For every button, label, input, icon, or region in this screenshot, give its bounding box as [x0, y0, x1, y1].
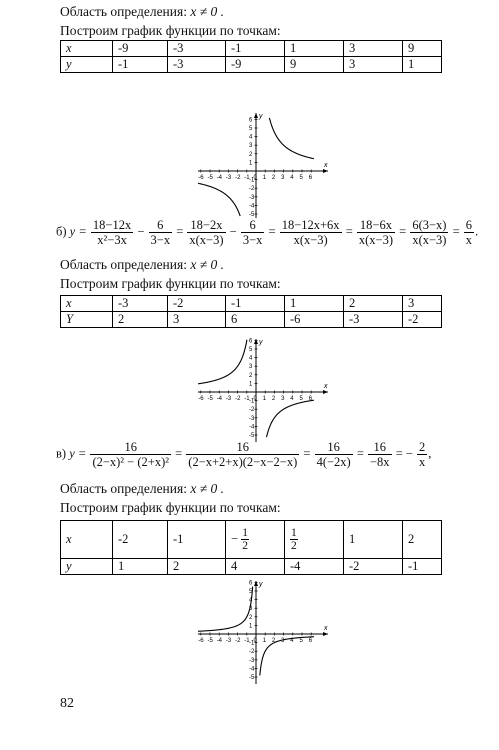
y-tick-label: 5: [249, 126, 253, 132]
x-axis-label: x: [324, 383, 328, 390]
x-tick-label: 3: [281, 396, 285, 402]
y-tick-label: 1: [249, 623, 253, 630]
item-label: б): [56, 224, 67, 239]
y-tick-label: 3: [249, 143, 253, 150]
y-tick-label: -3: [249, 657, 255, 664]
x-tick-label: 6: [308, 638, 313, 644]
y-tick-label: 3: [249, 606, 253, 613]
y-axis-label: y: [259, 339, 263, 346]
curve-left-branch: [198, 587, 253, 632]
formula-b: б) y = $\frac{18-12x}{\text{x²−3x}}$ − $\frac{6}{3-x}$ = $\frac{18-2x}{x(x-3)}$ − $\frac{6}{3-x}$ = $\frac{18-12x+6x}{x(x-3)}$ = $\frac{18-6x}{x(x-3)}$ = $\frac{6(3-x)}{x(x-3)}$ = $\frac{6}{x}$ .: [56, 218, 479, 247]
formula-v: в) y = $\frac{16}{\text{(2−x)² − (2+x)²}}$ = $\frac{16}{(2-x+2+x)(2-x-2-x)}$ = $\frac{16}{4(-2x)}$ = $\frac{16}{-8x}$ = − $\frac{2}{x}$ ,: [56, 440, 432, 469]
x-tick-label: -6: [198, 638, 204, 644]
x-axis-label: x: [324, 625, 328, 632]
y-tick-label: -4: [249, 203, 255, 210]
y-axis-label: y: [259, 113, 263, 120]
x-tick-label: 3: [281, 638, 285, 644]
y-arrow-icon: [254, 339, 258, 344]
x-tick-label: -4: [216, 638, 223, 644]
x-tick-label: -6: [198, 175, 204, 181]
table-row: y -1 -3 -9 9 3 1: [61, 57, 442, 73]
plot-label-3: Построим график функции по точкам:: [60, 500, 281, 515]
x-tick-label: -3: [225, 396, 232, 402]
y-tick-label: -2: [249, 407, 255, 414]
y-tick-label: 5: [249, 347, 253, 353]
x-tick-label: 4: [290, 638, 294, 644]
x-tick-label: 3: [281, 175, 285, 181]
y-tick-label: 2: [249, 372, 253, 379]
x-tick-label: 2: [271, 175, 276, 181]
y-tick-label: -1: [249, 398, 255, 405]
x-tick-label: 6: [308, 396, 313, 402]
curve-left-branch: [198, 183, 240, 216]
x-tick-label: -3: [225, 175, 232, 181]
x-tick-label: 2: [271, 396, 276, 402]
page-number: 82: [60, 696, 74, 711]
y-tick-label: -4: [249, 666, 255, 673]
curve-right-branch: [267, 400, 314, 437]
x-tick-label: -1: [244, 396, 250, 402]
y-tick-label: -5: [249, 212, 255, 218]
curve-right-branch: [269, 118, 314, 159]
x-tick-label: -2: [235, 638, 241, 644]
y-tick-label: 1: [249, 381, 253, 388]
y-tick-label: -3: [249, 194, 255, 201]
y-tick-label: 4: [249, 597, 253, 604]
item-label: в): [56, 446, 67, 461]
y-tick-label: -2: [249, 649, 255, 656]
x-tick-label: -5: [207, 396, 213, 402]
y-tick-label: 6: [249, 117, 253, 124]
y-arrow-icon: [254, 113, 258, 118]
y-tick-label: 5: [249, 589, 253, 595]
y-tick-label: 2: [249, 151, 253, 158]
y-axis-label: y: [259, 581, 263, 588]
x-tick-label: -2: [235, 175, 241, 181]
domain-expr: x ≠ 0 .: [190, 4, 225, 19]
table-row: x -9 -3 -1 1 3 9: [61, 41, 442, 57]
table-row: x -3 -2 -1 1 2 3: [61, 296, 442, 312]
table-row: y 1 2 4 -4 -2 -1: [61, 559, 442, 575]
x-tick-label: -3: [225, 638, 232, 644]
x-tick-label: 0: [253, 175, 257, 181]
x-tick-label: -5: [207, 175, 213, 181]
y-tick-label: 4: [249, 134, 253, 141]
y-tick-label: 6: [249, 338, 253, 345]
y-tick-label: -1: [249, 177, 255, 184]
x-arrow-icon: [323, 632, 328, 636]
x-tick-label: 1: [262, 396, 267, 402]
y-arrow-icon: [254, 581, 258, 586]
x-tick-label: -2: [235, 396, 241, 402]
x-arrow-icon: [323, 390, 328, 394]
y-tick-label: -3: [249, 415, 255, 422]
y-tick-label: 2: [249, 614, 253, 621]
x-tick-label: 4: [290, 175, 294, 181]
x-tick-label: 5: [299, 396, 303, 402]
y-tick-label: 6: [249, 580, 253, 587]
table-row: Y 2 3 6 -6 -3 -2: [61, 312, 442, 328]
graph-2: [194, 336, 334, 444]
y-tick-label: -5: [249, 675, 255, 681]
graph-3: [194, 578, 334, 686]
y-tick-label: 4: [249, 355, 253, 362]
x-tick-label: 0: [253, 638, 257, 644]
x-tick-label: -4: [216, 396, 223, 402]
curve-left-branch: [198, 340, 247, 384]
y-tick-label: -5: [249, 433, 255, 439]
x-tick-label: -6: [198, 396, 204, 402]
x-arrow-icon: [323, 169, 328, 173]
table-row: x -2 -1 − $\frac{1}{2}$ $\frac{1}{2}$ 1 2: [61, 521, 442, 559]
values-table-3: [60, 520, 442, 575]
plot-label-1: Построим график функции по точкам:: [60, 23, 281, 38]
x-axis-label: x: [324, 162, 328, 169]
y-tick-label: -2: [249, 186, 255, 193]
x-tick-label: 6: [308, 175, 313, 181]
y-tick-label: -1: [249, 640, 255, 647]
values-table-1: [60, 40, 442, 73]
y-tick-label: 3: [249, 364, 253, 371]
x-tick-label: -1: [244, 175, 250, 181]
x-tick-label: -1: [244, 638, 250, 644]
curve-right-branch: [260, 637, 314, 676]
y-tick-label: -4: [249, 424, 255, 431]
x-tick-label: 1: [262, 175, 267, 181]
domain-line-1: [60, 4, 224, 20]
x-tick-label: -5: [207, 638, 213, 644]
graph-1: [194, 110, 334, 220]
x-tick-label: 0: [253, 396, 257, 402]
domain-line-3: Область определения: x ≠ 0 .: [60, 481, 225, 496]
x-tick-label: 4: [290, 396, 294, 402]
x-tick-label: -4: [216, 175, 223, 181]
x-tick-label: 5: [299, 638, 303, 644]
domain-line-2: Область определения: x ≠ 0 .: [60, 257, 225, 272]
x-tick-label: 5: [299, 175, 303, 181]
x-tick-label: 1: [262, 638, 267, 644]
domain-label: Область определения:: [60, 4, 187, 19]
x-tick-label: 2: [271, 638, 276, 644]
y-tick-label: 1: [249, 160, 253, 167]
plot-label-2: Построим график функции по точкам:: [60, 276, 281, 291]
values-table-2: [60, 295, 442, 328]
